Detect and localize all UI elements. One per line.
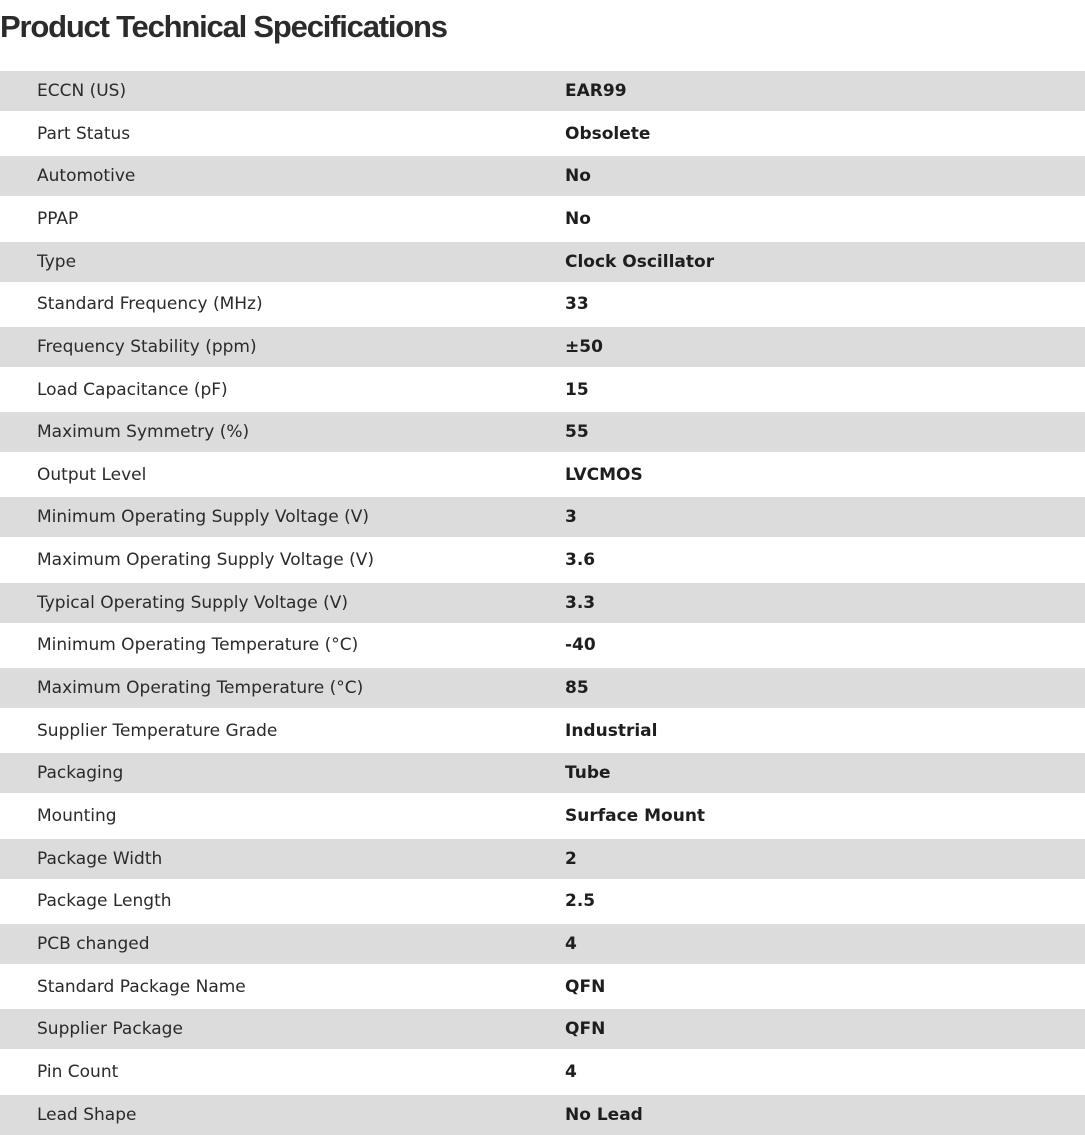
spec-row (0, 879, 1085, 924)
spec-value: 55 (565, 422, 589, 443)
spec-value: Industrial (565, 720, 658, 741)
spec-label: Minimum Operating Supply Voltage (V) (37, 507, 369, 528)
spec-label: Supplier Package (37, 1019, 183, 1040)
spec-row (0, 497, 1085, 537)
spec-label: Package Width (37, 848, 163, 869)
spec-row (0, 111, 1085, 156)
spec-value: No Lead (565, 1104, 643, 1125)
spec-label: Supplier Temperature Grade (37, 720, 278, 741)
spec-row (0, 964, 1085, 1009)
spec-value: QFN (565, 976, 606, 997)
spec-value: EAR99 (565, 81, 627, 101)
spec-label: PCB changed (37, 933, 150, 954)
spec-value: No (565, 166, 591, 187)
spec-row (0, 327, 1085, 367)
spec-table (0, 71, 1085, 1135)
spec-label: Packaging (37, 763, 124, 784)
spec-value: No (565, 208, 591, 229)
spec-value: 4 (565, 1061, 577, 1082)
spec-label: Maximum Operating Temperature (°C) (37, 678, 364, 699)
spec-value: Surface Mount (565, 806, 706, 827)
spec-label: Frequency Stability (ppm) (37, 336, 257, 357)
spec-row (0, 1049, 1085, 1094)
spec-label: Standard Package Name (37, 976, 246, 997)
spec-label: Output Level (37, 464, 147, 485)
spec-label: PPAP (37, 208, 79, 229)
spec-row (0, 708, 1085, 753)
spec-row (0, 623, 1085, 668)
spec-row (0, 793, 1085, 838)
spec-row (0, 242, 1085, 282)
spec-row (0, 537, 1085, 582)
spec-value: 3.3 (565, 592, 596, 613)
spec-row (0, 583, 1085, 623)
spec-row (0, 367, 1085, 412)
spec-label: Type (37, 251, 77, 272)
spec-row (0, 282, 1085, 327)
spec-row (0, 196, 1085, 241)
spec-label: Minimum Operating Temperature (°C) (37, 635, 359, 656)
spec-row (0, 668, 1085, 708)
spec-row (0, 412, 1085, 452)
spec-value: 4 (565, 933, 577, 954)
spec-label: Package Length (37, 891, 172, 912)
spec-row (0, 1009, 1085, 1049)
spec-label: Lead Shape (37, 1104, 137, 1125)
spec-value: 2.5 (565, 891, 596, 912)
spec-row (0, 924, 1085, 964)
spec-value: LVCMOS (565, 464, 643, 485)
spec-value: Clock Oscillator (565, 251, 715, 272)
spec-value: ±50 (565, 336, 603, 357)
spec-label: Load Capacitance (pF) (37, 379, 228, 400)
spec-value: QFN (565, 1019, 606, 1040)
spec-row (0, 753, 1085, 793)
spec-label: Part Status (37, 123, 131, 144)
spec-value: 15 (565, 379, 589, 400)
spec-value: 2 (565, 848, 577, 869)
spec-row (0, 452, 1085, 497)
spec-row (0, 1095, 1085, 1135)
spec-label: Maximum Operating Supply Voltage (V) (37, 550, 374, 571)
spec-row (0, 71, 1085, 111)
spec-label: Pin Count (37, 1061, 119, 1082)
page-title: Product Technical Specifications (0, 9, 447, 44)
spec-value: 85 (565, 678, 589, 699)
spec-value: Obsolete (565, 123, 651, 144)
spec-label: Typical Operating Supply Voltage (V) (37, 592, 348, 613)
spec-label: Automotive (37, 166, 136, 187)
spec-row (0, 156, 1085, 196)
spec-value: Tube (565, 763, 611, 784)
spec-label: ECCN (US) (37, 81, 127, 101)
spec-value: 33 (565, 294, 589, 315)
spec-row (0, 839, 1085, 879)
spec-label: Mounting (37, 806, 117, 827)
spec-value: 3 (565, 507, 577, 528)
spec-label: Maximum Symmetry (%) (37, 422, 250, 443)
spec-value: 3.6 (565, 550, 596, 571)
spec-value: -40 (565, 635, 596, 656)
spec-label: Standard Frequency (MHz) (37, 294, 263, 315)
